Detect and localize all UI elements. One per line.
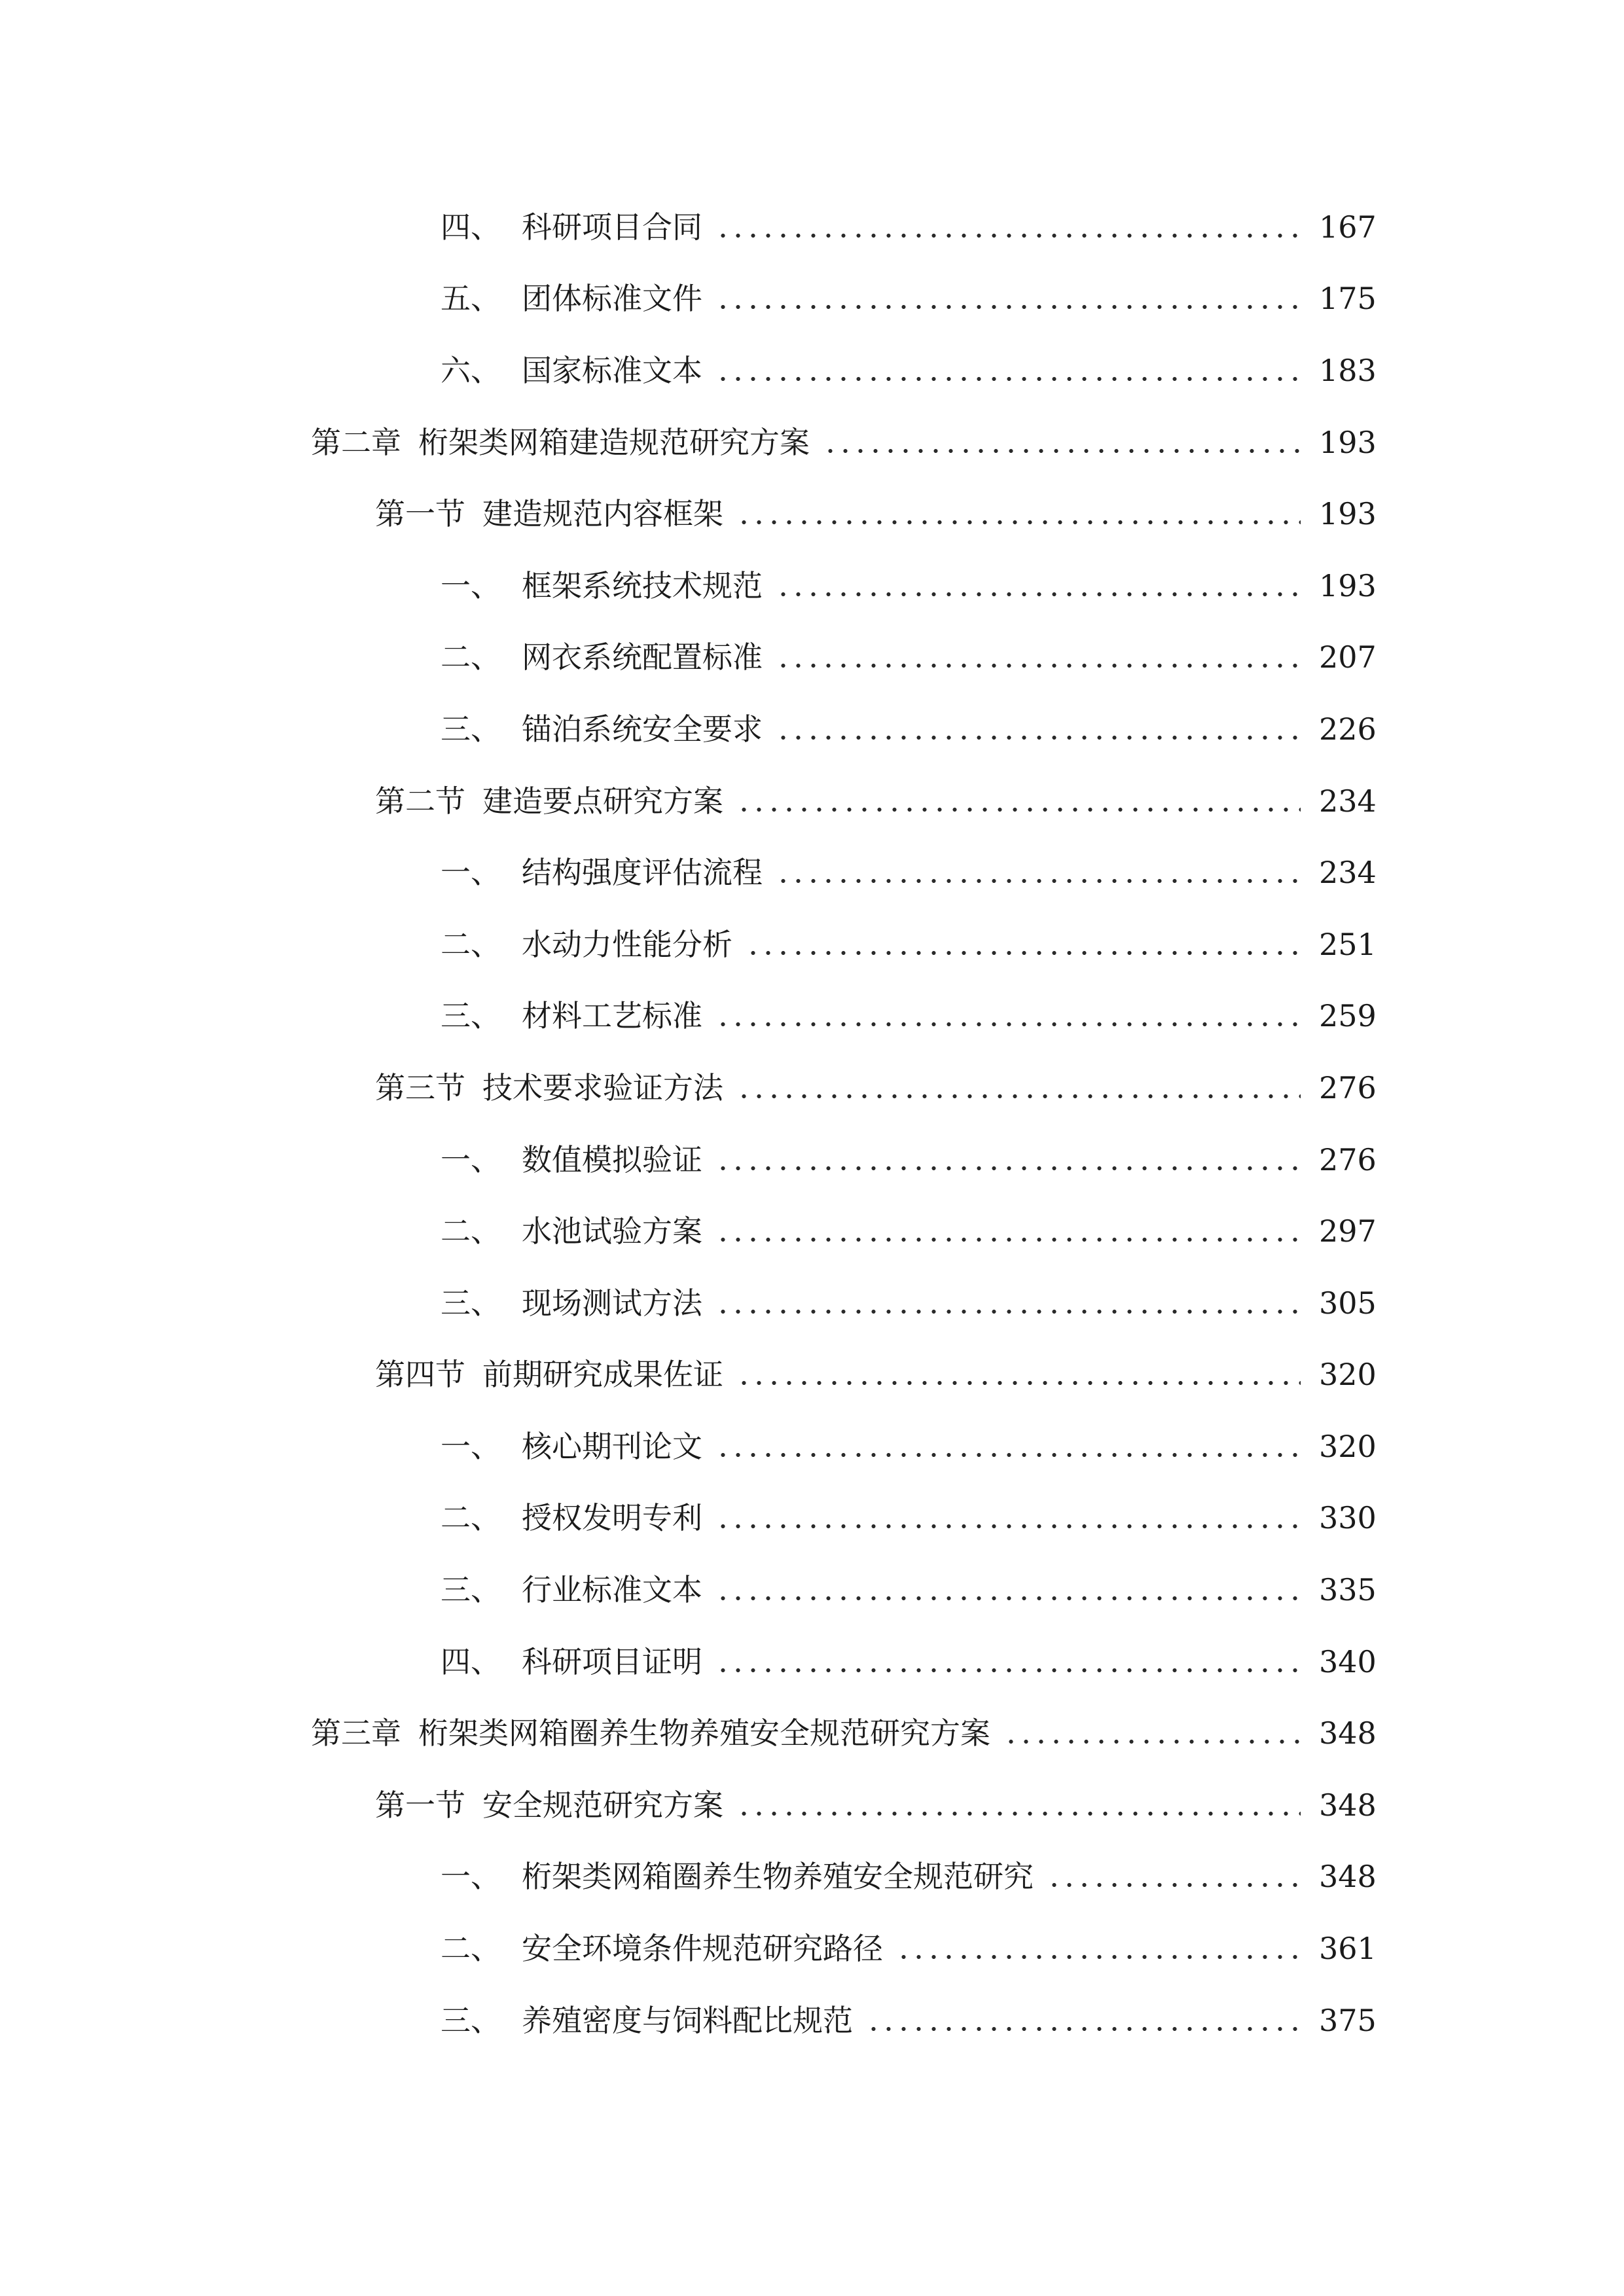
toc-entry-title: 团体标准文件 xyxy=(522,281,702,317)
toc-entry-page: 361 xyxy=(1319,1931,1377,1967)
dot-leader xyxy=(866,2027,1301,2031)
toc-entry-section[interactable] xyxy=(0,1052,1624,1124)
dot-leader xyxy=(715,305,1301,309)
dot-leader xyxy=(776,664,1301,668)
dot-leader xyxy=(736,1381,1301,1385)
dot-leader xyxy=(715,1596,1301,1600)
dot-leader xyxy=(715,234,1301,238)
toc-entry-page: 183 xyxy=(1319,352,1377,388)
toc-entry-number: 第二章 xyxy=(311,424,401,460)
dot-leader xyxy=(715,1668,1301,1672)
toc-entry-number: 第一节 xyxy=(375,1787,465,1823)
toc-entry-section[interactable] xyxy=(0,1769,1624,1841)
toc-entry-number: 第三节 xyxy=(375,1069,465,1105)
toc-entry-number: 二、 xyxy=(441,926,501,962)
dot-leader xyxy=(896,1955,1301,1959)
toc-entry[interactable] xyxy=(0,908,1624,980)
toc-entry-chapter[interactable] xyxy=(0,406,1624,478)
toc-entry[interactable] xyxy=(0,1410,1624,1482)
toc-entry-number: 二、 xyxy=(441,639,501,675)
toc-entry-number: 第三章 xyxy=(311,1715,401,1751)
toc-entry-page: 305 xyxy=(1319,1285,1377,1321)
dot-leader xyxy=(1047,1883,1301,1887)
toc-entry-title: 核心期刊论文 xyxy=(522,1428,702,1464)
toc-entry-number: 二、 xyxy=(441,1213,501,1249)
toc-entry-title: 技术要求验证方法 xyxy=(482,1069,723,1105)
toc-entry[interactable] xyxy=(0,1267,1624,1339)
toc-entry[interactable] xyxy=(0,980,1624,1052)
toc-entry-title: 桁架类网箱圈养生物养殖安全规范研究 xyxy=(522,1859,1034,1895)
toc-entry[interactable] xyxy=(0,334,1624,406)
toc-entry-title: 授权发明专利 xyxy=(522,1500,702,1536)
toc-entry-title: 水池试验方案 xyxy=(522,1213,702,1249)
dot-leader xyxy=(715,1453,1301,1457)
toc-entry-title: 网衣系统配置标准 xyxy=(522,639,763,675)
toc-entry-number: 二、 xyxy=(441,1931,501,1967)
toc-entry-title: 科研项目证明 xyxy=(522,1643,702,1679)
toc-entry-page: 175 xyxy=(1319,281,1377,317)
toc-entry-page: 234 xyxy=(1319,855,1377,891)
toc-entry-number: 三、 xyxy=(441,711,501,747)
toc-entry-page: 226 xyxy=(1319,711,1377,747)
toc-entry-page: 207 xyxy=(1319,639,1377,675)
toc-entry-title: 建造要点研究方案 xyxy=(482,783,723,819)
toc-entry-title: 科研项目合同 xyxy=(522,209,702,245)
toc-entry-page: 348 xyxy=(1319,1715,1377,1751)
toc-entry-section[interactable] xyxy=(0,478,1624,550)
dot-leader xyxy=(736,1812,1301,1816)
toc-entry-page: 234 xyxy=(1319,783,1377,819)
toc-entry-page: 259 xyxy=(1319,998,1377,1034)
dot-leader xyxy=(715,1524,1301,1528)
toc-entry-page: 276 xyxy=(1319,1141,1377,1177)
toc-entry[interactable] xyxy=(0,1984,1624,2056)
toc-entry-number: 三、 xyxy=(441,1285,501,1321)
toc-entry-page: 320 xyxy=(1319,1357,1377,1393)
toc-entry-page: 335 xyxy=(1319,1572,1377,1608)
toc-entry[interactable] xyxy=(0,693,1624,765)
toc-entry-section[interactable] xyxy=(0,765,1624,837)
toc-entry-page: 375 xyxy=(1319,2002,1377,2038)
toc-entry-page: 330 xyxy=(1319,1500,1377,1536)
toc-entry-title: 桁架类网箱圈养生物养殖安全规范研究方案 xyxy=(418,1715,990,1751)
toc-entry-number: 一、 xyxy=(441,567,501,603)
toc-entry-number: 三、 xyxy=(441,1572,501,1608)
table-of-contents xyxy=(0,191,1624,2056)
toc-entry-number: 第一节 xyxy=(375,496,465,532)
toc-entry-number: 三、 xyxy=(441,2002,501,2038)
toc-entry[interactable] xyxy=(0,1554,1624,1626)
dot-leader xyxy=(746,951,1301,955)
toc-entry-title: 安全环境条件规范研究路径 xyxy=(522,1931,883,1967)
dot-leader xyxy=(715,1022,1301,1026)
toc-entry-page: 348 xyxy=(1319,1787,1377,1823)
toc-entry-title: 建造规范内容框架 xyxy=(482,496,723,532)
dot-leader xyxy=(736,808,1301,812)
toc-entry-number: 四、 xyxy=(441,209,501,245)
toc-entry-title: 锚泊系统安全要求 xyxy=(522,711,763,747)
dot-leader xyxy=(776,879,1301,883)
toc-entry-chapter[interactable] xyxy=(0,1697,1624,1769)
toc-entry-title: 材料工艺标准 xyxy=(522,998,702,1034)
toc-entry-page: 276 xyxy=(1319,1069,1377,1105)
toc-entry-page: 251 xyxy=(1319,926,1377,962)
toc-entry[interactable] xyxy=(0,622,1624,694)
dot-leader xyxy=(715,377,1301,381)
toc-entry-number: 一、 xyxy=(441,1859,501,1895)
toc-entry-number: 一、 xyxy=(441,855,501,891)
toc-entry-title: 结构强度评估流程 xyxy=(522,855,763,891)
toc-entry-title: 水动力性能分析 xyxy=(522,926,732,962)
toc-entry-title: 现场测试方法 xyxy=(522,1285,702,1321)
dot-leader xyxy=(1003,1740,1301,1744)
toc-entry[interactable] xyxy=(0,1124,1624,1196)
toc-entry-number: 二、 xyxy=(441,1500,501,1536)
toc-entry-title: 国家标准文本 xyxy=(522,352,702,388)
toc-entry-number: 一、 xyxy=(441,1141,501,1177)
dot-leader xyxy=(823,449,1301,453)
toc-entry[interactable] xyxy=(0,1626,1624,1698)
toc-entry-page: 348 xyxy=(1319,1859,1377,1895)
toc-entry-title: 桁架类网箱建造规范研究方案 xyxy=(418,424,810,460)
toc-entry-number: 一、 xyxy=(441,1428,501,1464)
toc-entry[interactable] xyxy=(0,1912,1624,1984)
toc-entry[interactable] xyxy=(0,263,1624,335)
toc-entry-number: 第四节 xyxy=(375,1357,465,1393)
toc-entry-title: 行业标准文本 xyxy=(522,1572,702,1608)
toc-entry-title: 安全规范研究方案 xyxy=(482,1787,723,1823)
toc-entry-page: 193 xyxy=(1319,424,1377,460)
toc-entry-number: 四、 xyxy=(441,1643,501,1679)
toc-entry[interactable] xyxy=(0,1195,1624,1267)
toc-entry-title: 养殖密度与饲料配比规范 xyxy=(522,2002,853,2038)
toc-entry-number: 第二节 xyxy=(375,783,465,819)
toc-entry-title: 数值模拟验证 xyxy=(522,1141,702,1177)
toc-entry-page: 167 xyxy=(1319,209,1377,245)
toc-entry-title: 框架系统技术规范 xyxy=(522,567,763,603)
toc-entry-number: 三、 xyxy=(441,998,501,1034)
dot-leader xyxy=(715,1310,1301,1314)
toc-entry-number: 五、 xyxy=(441,281,501,317)
toc-entry-page: 320 xyxy=(1319,1428,1377,1464)
toc-entry[interactable] xyxy=(0,1841,1624,1913)
toc-entry[interactable] xyxy=(0,836,1624,908)
toc-entry-section[interactable] xyxy=(0,1339,1624,1411)
toc-entry-page: 193 xyxy=(1319,567,1377,603)
dot-leader xyxy=(776,736,1301,740)
toc-entry[interactable] xyxy=(0,191,1624,263)
dot-leader xyxy=(736,1094,1301,1098)
toc-entry-number: 六、 xyxy=(441,352,501,388)
toc-entry-page: 297 xyxy=(1319,1213,1377,1249)
dot-leader xyxy=(715,1238,1301,1242)
dot-leader xyxy=(776,592,1301,596)
toc-entry-page: 193 xyxy=(1319,496,1377,532)
toc-entry[interactable] xyxy=(0,550,1624,622)
toc-entry-page: 340 xyxy=(1319,1643,1377,1679)
dot-leader xyxy=(736,520,1301,524)
toc-entry[interactable] xyxy=(0,1482,1624,1554)
toc-entry-title: 前期研究成果佐证 xyxy=(482,1357,723,1393)
dot-leader xyxy=(715,1166,1301,1170)
